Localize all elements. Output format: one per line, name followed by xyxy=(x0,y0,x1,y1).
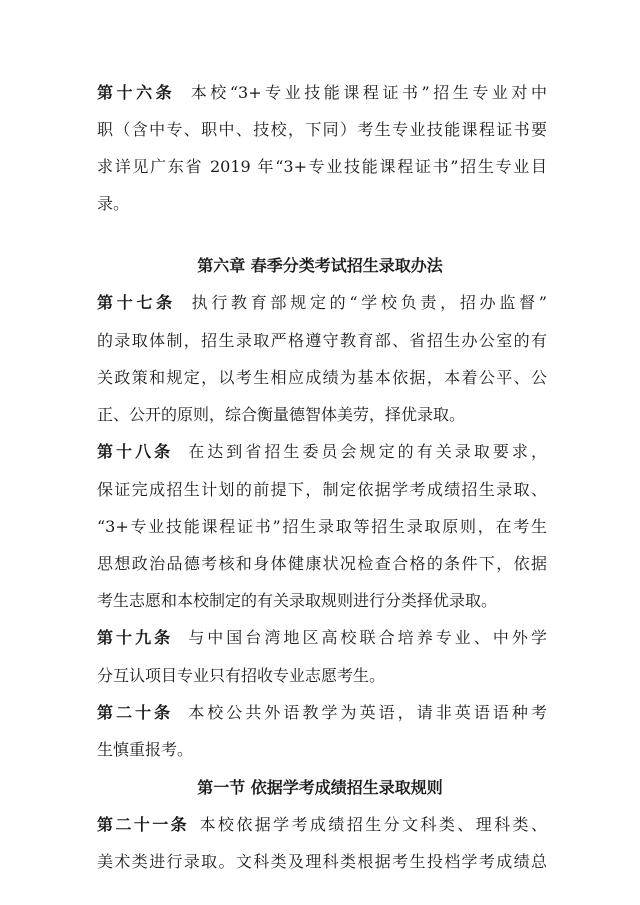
article-16-line-2: 职（含中专、职中、技校，下同）考生专业技能课程证书要 xyxy=(97,120,547,139)
article-17-line-2: 的录取体制，招生录取严格遵守教育部、省招生办公室的有 xyxy=(97,331,547,350)
article-19-label: 第十九条 xyxy=(97,628,174,647)
article-21-line-2: 美术类进行录取。文科类及理科类根据考生投档学考成绩总 xyxy=(97,852,547,871)
article-18-line-3: “3+专业技能课程证书”招生录取等招生录取原则，在考生 xyxy=(97,517,547,536)
article-18-text-1: 在达到省招生委员会规定的有关录取要求， xyxy=(185,442,547,461)
article-17-line-4: 正、公开的原则，综合衡量德智体美劳，择优录取。 xyxy=(97,405,466,424)
section-1-heading: 第一节 依据学考成绩招生录取规则 xyxy=(197,778,443,797)
article-17-line-3: 关政策和规定，以考生相应成绩为基本依据，本着公平、公 xyxy=(97,368,547,387)
article-16-line-1 xyxy=(97,83,547,103)
article-19-text-1: 与中国台湾地区高校联合培养专业、中外学 xyxy=(185,628,547,647)
chapter-6-heading: 第六章 春季分类考试招生录取办法 xyxy=(197,256,443,275)
article-19-line-2: 分互认项目专业只有招收专业志愿考生。 xyxy=(97,666,386,685)
article-16-text-1: 本校“3+专业技能课程证书”招生专业对中 xyxy=(187,83,547,102)
article-21-text-1: 本校依据学考成绩招生分文科类、理科类、 xyxy=(197,815,547,834)
article-18-line-5: 考生志愿和本校制定的有关录取规则进行分类择优录取。 xyxy=(97,591,498,610)
article-19-line-1 xyxy=(97,628,547,648)
article-18-line-1 xyxy=(97,442,547,462)
article-21-label: 第二十一条 xyxy=(97,815,190,834)
article-20-line-1 xyxy=(97,703,547,723)
article-18-label: 第十八条 xyxy=(97,442,174,461)
article-16-label: 第十六条 xyxy=(97,83,176,102)
article-17-text-1: 执行教育部规定的“学校负责，招办监督” xyxy=(187,293,547,312)
article-18-line-4: 思想政治品德考核和身体健康状况检查合格的条件下，依据 xyxy=(97,554,547,573)
article-17-line-1 xyxy=(97,293,547,313)
article-21-line-1 xyxy=(97,815,547,835)
article-20-text-1: 本校公共外语教学为英语，请非英语语种考 xyxy=(185,703,547,722)
article-18-line-2: 保证完成招生计划的前提下，制定依据学考成绩招生录取、 xyxy=(97,480,547,499)
article-17-label: 第十七条 xyxy=(97,293,176,312)
article-20-line-2: 生慎重报考。 xyxy=(97,740,194,759)
article-16-line-4: 录。 xyxy=(97,194,130,213)
article-20-label: 第二十条 xyxy=(97,703,174,722)
article-16-line-3: 求详见广东省 2019 年“3+专业技能课程证书”招生专业目 xyxy=(97,157,547,176)
